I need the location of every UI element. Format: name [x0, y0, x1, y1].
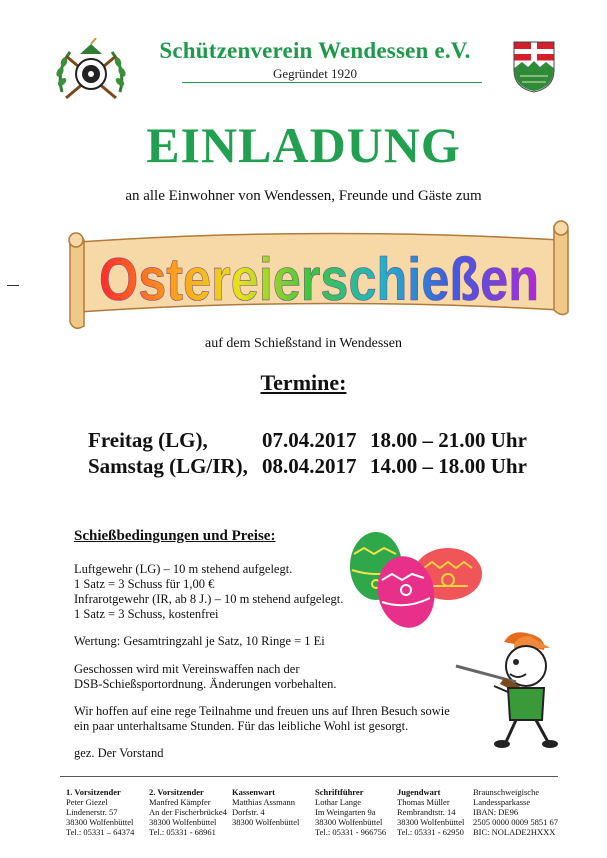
- footer-line: Thomas Müller: [397, 797, 450, 807]
- footer-column: [149, 787, 227, 837]
- footer-line: Lothar Lange: [315, 797, 362, 807]
- rules-line: DSB-Schießsportordnung. Änderungen vorbehalten.: [74, 677, 337, 691]
- footer-line: Peter Giezel: [66, 797, 108, 807]
- footer-line: Tel.: 05331 - 966756: [315, 827, 387, 837]
- footer-line: 2505 0000 0009 5851 67: [473, 817, 558, 827]
- conditions-heading: Schießbedingungen und Preise:: [74, 528, 276, 544]
- date-day: Samstag (LG/IR),: [88, 454, 248, 478]
- footer-line: 38300 Wolfenbüttel: [149, 817, 217, 827]
- closing-line: Wir hoffen auf eine rege Teilnahme und freuen uns auf Ihren Besuch sowie: [74, 704, 450, 718]
- footer-line: BIC: NOLADE2HXXX: [473, 827, 556, 837]
- condition-line: Luftgewehr (LG) – 10 m stehend aufgelegt.: [74, 562, 293, 576]
- easter-eggs-icon: [344, 528, 490, 632]
- founded-year: Gegründet 1920: [272, 66, 358, 81]
- condition-line: 1 Satz = 3 Schuss für 1,00 €: [74, 577, 215, 591]
- date-day: Freitag (LG),: [88, 428, 208, 452]
- wendessen-coat-of-arms-icon: [512, 40, 556, 94]
- footer-title: Schriftführer: [315, 787, 364, 797]
- footer-column: [232, 787, 299, 827]
- event-banner: [64, 218, 574, 339]
- footer-column: [473, 787, 558, 837]
- termine-heading: Termine:: [260, 370, 347, 395]
- footer-title: 1. Vorsitzender: [66, 787, 121, 797]
- footer-line: Tel.: 05331 - 68961: [149, 827, 216, 837]
- footer-title: Braunschweigische: [473, 787, 540, 797]
- event-location: auf dem Schießstand in Wendessen: [205, 336, 402, 351]
- footer-line: Matthias Assmann: [232, 797, 296, 807]
- rules-line: Geschossen wird mit Vereinswaffen nach der: [74, 662, 300, 676]
- invite-line: an alle Einwohner von Wendessen, Freunde und Gäste zum: [125, 188, 482, 204]
- footer-line: Manfred Kämpfer: [149, 797, 211, 807]
- footer-line: Tel.: 05331 - 62950: [397, 827, 464, 837]
- footer-column: [315, 787, 386, 837]
- footer-line: Tel.: 05331 – 64374: [66, 827, 135, 837]
- page-title: EINLADUNG: [146, 117, 461, 173]
- date-time: 14.00 – 18.00 Uhr: [370, 454, 527, 478]
- footer-title: Kassenwart: [232, 787, 275, 797]
- footer-line: Lindenerstr. 57: [66, 807, 118, 817]
- scoring-line: Wertung: Gesamtringzahl je Satz, 10 Ringe = 1 Ei: [74, 634, 325, 648]
- signature: gez. Der Vorstand: [74, 746, 164, 760]
- footer-line: 38300 Wolfenbüttel: [66, 817, 134, 827]
- footer-line: 38300 Wolfenbüttel: [397, 817, 465, 827]
- footer-title: 2. Vorsitzender: [149, 787, 204, 797]
- footer-column: [397, 787, 464, 837]
- banner-title: Ostereierschießen: [99, 246, 539, 313]
- footer-title: Jugendwart: [397, 787, 441, 797]
- condition-line: 1 Satz = 3 Schuss, kostenfrei: [74, 607, 219, 621]
- footer-line: Dorfstr. 4: [232, 807, 265, 817]
- closing-line: ein paar unterhaltsame Stunden. Für das leibliche Wohl ist gesorgt.: [74, 719, 409, 733]
- cartoon-shooter-icon: [454, 628, 560, 750]
- club-emblem-icon: [52, 38, 130, 104]
- date-date: 07.04.2017: [262, 428, 357, 452]
- footer-line: Im Weingarten 9a: [315, 807, 376, 817]
- footer-line: IBAN: DE96: [473, 807, 519, 817]
- footer-line: 38300 Wolfenbüttel: [232, 817, 300, 827]
- footer-divider: [60, 776, 558, 777]
- footer-line: An der Fischerbrücke4: [149, 807, 227, 817]
- footer-line: Rembrandtstr. 14: [397, 807, 456, 817]
- footer-line: Landessparkasse: [473, 797, 531, 807]
- footer-line: 38300 Wolfenbüttel: [315, 817, 383, 827]
- date-date: 08.04.2017: [262, 454, 357, 478]
- date-time: 18.00 – 21.00 Uhr: [370, 428, 527, 452]
- club-name: Schützenverein Wendessen e.V.: [159, 38, 471, 63]
- margin-mark: [7, 285, 19, 286]
- header-divider: [182, 82, 482, 83]
- condition-line: Infrarotgewehr (IR, ab 8 J.) – 10 m stehend aufgelegt.: [74, 592, 344, 606]
- footer-column: [66, 787, 134, 837]
